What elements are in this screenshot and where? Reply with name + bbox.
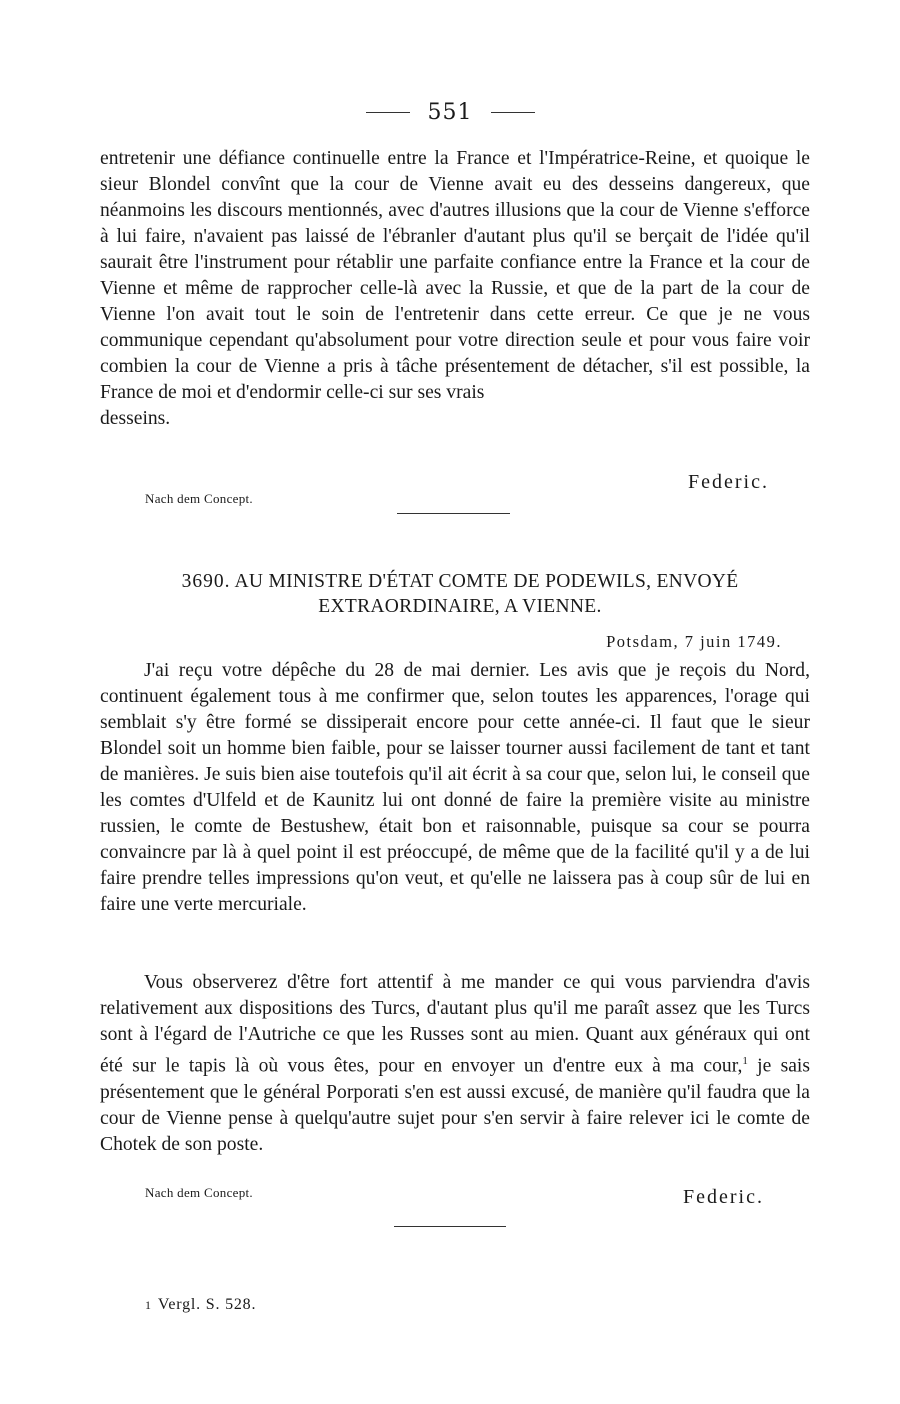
letter-continuation-paragraph	[100, 146, 810, 432]
letter-continuation-last-line: desseins.	[100, 408, 171, 429]
header-rule-right	[491, 112, 535, 113]
dateline: Potsdam, 7 juin 1749.	[606, 632, 782, 651]
letter-number: 3690.	[181, 571, 231, 592]
letter-heading-line2: EXTRAORDINAIRE, A VIENNE.	[318, 596, 602, 617]
signature: Federic.	[683, 1186, 764, 1208]
source-note: Nach dem Concept.	[145, 1185, 253, 1200]
page-header	[0, 100, 900, 125]
letter-paragraph-2	[100, 970, 810, 1158]
letter-heading-line1: AU MINISTRE D'ÉTAT COMTE DE PODEWILS, ENVOYÉ	[234, 571, 739, 592]
letter-continuation-text: entretenir une défiance continuelle entre la France et l'Impératrice-Reine, et quoique le sieur Blondel convînt que la cour de Vienne avait eu des desseins dangereux, que néanmoins les discours mentionnés, avec d'autres illusions que la cour de Vienne s'efforce à lui faire, n'avaient pas laissé de l'ébranler d'autant plus qu'il se berçait de l'idée qu'il saurait être l'instrument pour rétablir une parfaite confiance entre la France et la cour de Vienne et même de rapprocher celle-là avec la Russie, et que de la part de la cour de Vienne l'on avait tout le soin de l'entretenir dans cette erreur. Ce que je ne vous communique cependant qu'absolument pour votre direction seule et pour vous faire voir combien la cour de Vienne a pris à tâche présentement de détacher, s'il est possible, la France de moi et d'endormir celle-ci sur ses vrais	[100, 148, 810, 403]
source-note: Nach dem Concept.	[145, 491, 253, 506]
letter-heading	[100, 569, 820, 619]
letter-paragraph-1: J'ai reçu votre dépêche du 28 de mai dernier. Les avis que je reçois du Nord, continuent également tous à me confirmer que, selon toutes les apparences, l'orage qui semblait s'y être formé se dissiperait encore pour cette année-ci. Il faut que le sieur Blondel soit un homme bien faible, pour se laisser tourner aussi facilement de tant et tant de manières. Je suis bien aise toutefois qu'il ait écrit à sa cour que, selon lui, le conseil que les comtes d'Ulfeld et de Kaunitz lui ont donné de faire la première visite au ministre russien, le comte de Bestushew, était bon et raisonnable, puisque sa cour se pourra convaincre par là à quel point il est préoccupé, de même que de la facilité qu'il y a de lui faire prendre telles impressions qu'on veut, et qu'elle ne laissera pas à coup sûr de lui en faire une verte mercuriale.	[100, 660, 810, 915]
footnote-reference: 1	[742, 1055, 748, 1067]
letter-paragraph-2-text-a: Vous observerez d'être fort attentif à me mander ce qui vous parviendra d'avis relativement aux dispositions des Turcs, d'autant plus qu'il me paraît assez que les Turcs sont à l'égard de l'Autriche ce que les Russes sont au mien. Quant aux généraux qui ont été sur le tapis là où vous êtes, pour en envoyer un d'entre eux à ma cour,	[100, 972, 810, 1077]
footnote	[145, 1296, 256, 1314]
signature: Federic.	[688, 471, 769, 493]
footnote-marker: 1	[145, 1298, 152, 1312]
footnote-text: Vergl. S. 528.	[157, 1296, 257, 1313]
section-divider	[397, 513, 510, 514]
section-divider	[394, 1226, 506, 1227]
letter-paragraph-2-text-b: je sais présentement que le général Porporati s'en est aussi excusé, de manière qu'il faudra que la cour de Vienne pense à quelqu'autre sujet pour s'en servir à faire relever ici le comte de Chotek de son poste.	[100, 1055, 810, 1155]
page-number: 551	[427, 100, 473, 125]
header-rule-left	[366, 112, 410, 113]
